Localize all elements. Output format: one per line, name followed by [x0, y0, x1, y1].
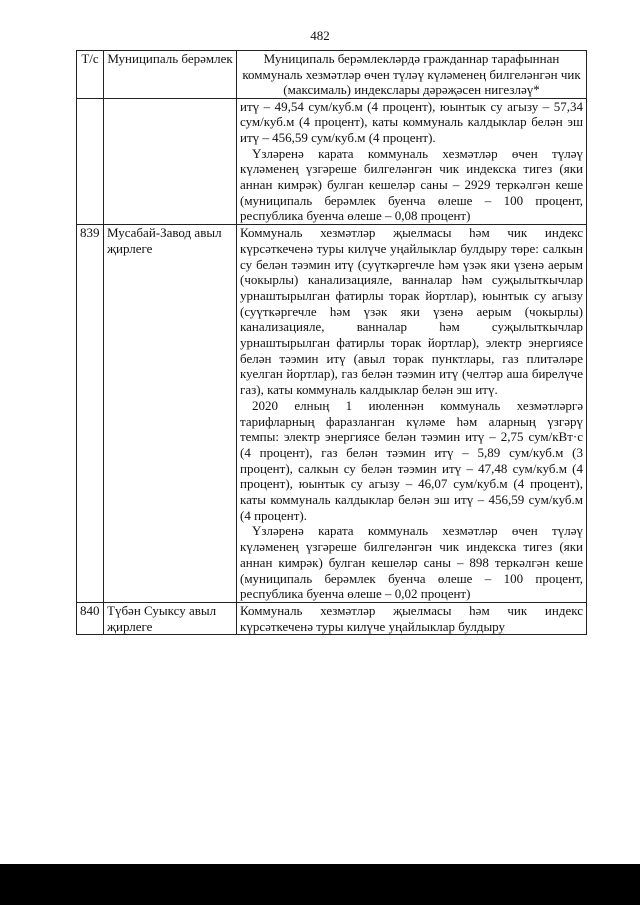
row-number: 839: [77, 225, 104, 603]
header-index: Т/с: [77, 51, 104, 99]
description-paragraph: Үзләренә карата коммуналь хезмәтләр өчен түләү күләменең үзгәреше билгеләнгән чик индекска тигез (яки аннан кимрәк) булган кешеләр саны – 898 теркәлгән кеше (муниципаль берәмлек буенча өлеше – 100 процент, республика буенча өлеше – 0,02 процент): [240, 523, 583, 602]
header-municipality: Муниципаль берәмлек: [104, 51, 237, 99]
row-municipality: [104, 98, 237, 225]
row-municipality: Мусабай-Завод авыл җирлеге: [104, 225, 237, 603]
description-continuation: Коммуналь хезмәтләр җыелмасы һәм чик индекс күрсәткеченә туры килүче уңайлыклар булдыру төре: салкын су белән тәэмин итү (суүткәргечле һәм үзәк яки үзенә аерым (чокырлы) канализацияле, ванналар һәм суҗылыткычлар урнаштырылган фатирлы торак йортлар), юынтык су агызу (суүткәргечле һәм үзәк яки үзенә аерым (чокырлы) канализацияле, ванналар һәм суҗылыткычлар урнаштырылган фатирлы торак йортлар), электр энергиясе белән тәэмин итү (авыл торак пунктлары, газ плитәләре куелган йортлар), газ белән тәэмин итү (челтәр аша бирелүче газ), каты коммуналь калдыклар белән эш итү.: [240, 225, 583, 398]
header-description: Муниципаль берәмлекләрдә гражданнар тарафыннан коммуналь хезмәтләр өчен түләү күләменең билгеләнгән чик (максималь) индекслары дәрәҗәсен нигезләү*: [237, 51, 587, 99]
description-continuation: итү – 49,54 сум/куб.м (4 процент), юынтык су агызу – 57,34 сум/куб.м (4 процент), каты коммуналь калдыклар белән эш итү – 456,59 сум/куб.м (4 процент).: [240, 98, 583, 145]
scan-bottom-border: [0, 864, 640, 905]
description-continuation: Коммуналь хезмәтләр җыелмасы һәм чик индекс күрсәткеченә туры килүче уңайлыклар булдыру: [240, 603, 583, 634]
table-header-row: [77, 51, 587, 99]
table-row: [77, 603, 587, 635]
row-description: [237, 98, 587, 225]
table-row: [77, 98, 587, 225]
page-number: 482: [310, 28, 330, 43]
description-paragraph: Үзләренә карата коммуналь хезмәтләр өчен түләү күләменең үзгәреше билгеләнгән чик индекска тигез (яки аннан кимрәк) булган кешеләр саны – 2929 теркәлгән кеше (муниципаль берәмлек буенча өлеше – 100 процент, республика буенча өлеше – 0,08 процент): [240, 145, 583, 224]
row-description: [237, 225, 587, 603]
tariff-table: [76, 50, 587, 635]
description-paragraph: 2020 елның 1 июленнән коммуналь хезмәтләргә тарифларның фаразланган күләме һәм аларның үзгәрү темпы: электр энергиясе белән тәэмин итү – 2,75 сум/кВт·с (4 процент), газ белән тәэмин итү – 5,89 сум/куб.м (3 процент), салкын су белән тәэмин итү – 47,48 сум/куб.м (4 процент), юынтык су агызу – 46,07 сум/куб.м (4 процент), каты коммуналь калдыклар белән эш итү – 456,59 сум/куб.м (4 процент).: [240, 397, 583, 523]
table-row: [77, 225, 587, 603]
row-number: [77, 98, 104, 225]
row-description: [237, 603, 587, 635]
row-number: 840: [77, 603, 104, 635]
row-municipality: Түбән Суыксу авыл җирлеге: [104, 603, 237, 635]
